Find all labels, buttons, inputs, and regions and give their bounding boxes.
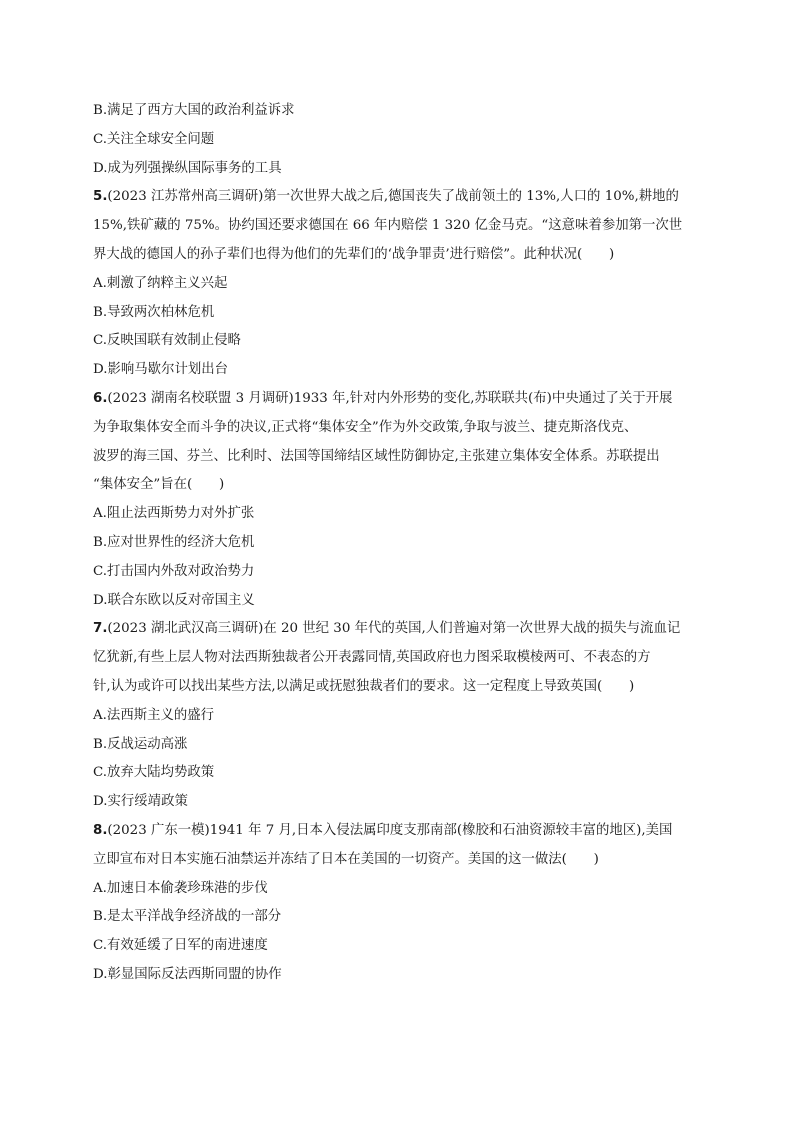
question-stem-line <box>93 817 703 846</box>
question-stem-line: 波罗的海三国、芬兰、比利时、法国等国缔结区域性防御协定,主张建立集体安全体系。苏联提出 <box>93 448 660 464</box>
question-number: 6. <box>93 390 108 406</box>
option-line: D.联合东欧以反对帝国主义 <box>93 592 255 608</box>
option-line: B.是太平洋战争经济战的一部分 <box>93 909 282 925</box>
option-line: D.实行绥靖政策 <box>93 794 188 810</box>
question-stem-line: 15%,铁矿藏的 75%。协约国还要求德国在 66 年内赔偿 1 320 亿金马克。“这意味着参加第一次世 <box>93 218 683 234</box>
question-stem-line: 为争取集体安全而斗争的决议,正式将“集体安全”作为外交政策,争取与波兰、捷克斯洛伐克、 <box>93 419 638 435</box>
option-line: B.反战运动高涨 <box>93 736 188 752</box>
question-stem-text: (2023 湖南名校联盟 3 月调研)1933 年,针对内外形势的变化,苏联联共(布)中央通过了关于开展 <box>107 390 673 406</box>
question-number: 8. <box>93 822 108 838</box>
question-stem-text: (2023 湖北武汉高三调研)在 20 世纪 30 年代的英国,人们普遍对第一次世界大战的损失与流血记 <box>107 621 681 637</box>
question-stem-text: (2023 江苏常州高三调研)第一次世界大战之后,德国丧失了战前领土的 13%,人口的 10%,耕地的 <box>107 189 679 205</box>
question-stem-line: 立即宣布对日本实施石油禁运并冻结了日本在美国的一切资产。美国的这一做法( ) <box>93 851 599 867</box>
question-stem-line: 忆犹新,有些上层人物对法西斯独裁者公开表露同情,英国政府也力图采取模棱两可、不表态的方 <box>93 650 651 666</box>
option-line: A.法西斯主义的盛行 <box>93 707 215 723</box>
question-stem-line <box>93 385 703 414</box>
question-stem-line: 针,认为或许可以找出某些方法,以满足或抚慰独裁者们的要求。这一定程度上导致英国( ) <box>93 678 635 694</box>
option-line: C.反映国联有效制止侵略 <box>93 333 241 349</box>
question-stem-line: 界大战的德国人的孙子辈们也得为他们的先辈们的‘战争罪责’进行赔偿”。此种状况( ) <box>93 246 615 262</box>
question-stem-line: “集体安全”旨在( ) <box>93 477 225 493</box>
option-line: D.彰显国际反法西斯同盟的协作 <box>93 966 282 982</box>
option-line: B.满足了西方大国的政治利益诉求 <box>93 103 295 118</box>
question-stem-line <box>93 615 703 644</box>
option-line: C.打击国内外敌对政治势力 <box>93 563 255 579</box>
option-line: C.有效延缓了日军的南进速度 <box>93 938 268 954</box>
question-stem-text: (2023 广东一模)1941 年 7 月,日本入侵法属印度支那南部(橡胶和石油资源较丰富的地区),美国 <box>107 822 673 838</box>
question-list <box>93 97 703 990</box>
question-number: 7. <box>93 621 108 637</box>
question-number: 5. <box>93 189 108 205</box>
option-line: B.应对世界性的经济大危机 <box>93 534 255 550</box>
option-line: D.成为列强操纵国际事务的工具 <box>93 160 282 176</box>
option-line: A.阻止法西斯势力对外扩张 <box>93 506 255 522</box>
option-line: D.影响马歇尔计划出台 <box>93 362 229 378</box>
option-line: C.放弃大陆均势政策 <box>93 765 215 781</box>
question-stem-line <box>93 183 703 212</box>
option-line: B.导致两次柏林危机 <box>93 304 215 320</box>
option-line: A.加速日本偷袭珍珠港的步伐 <box>93 880 268 896</box>
option-line: C.关注全球安全问题 <box>93 131 215 147</box>
option-line: A.刺激了纳粹主义兴起 <box>93 275 228 291</box>
